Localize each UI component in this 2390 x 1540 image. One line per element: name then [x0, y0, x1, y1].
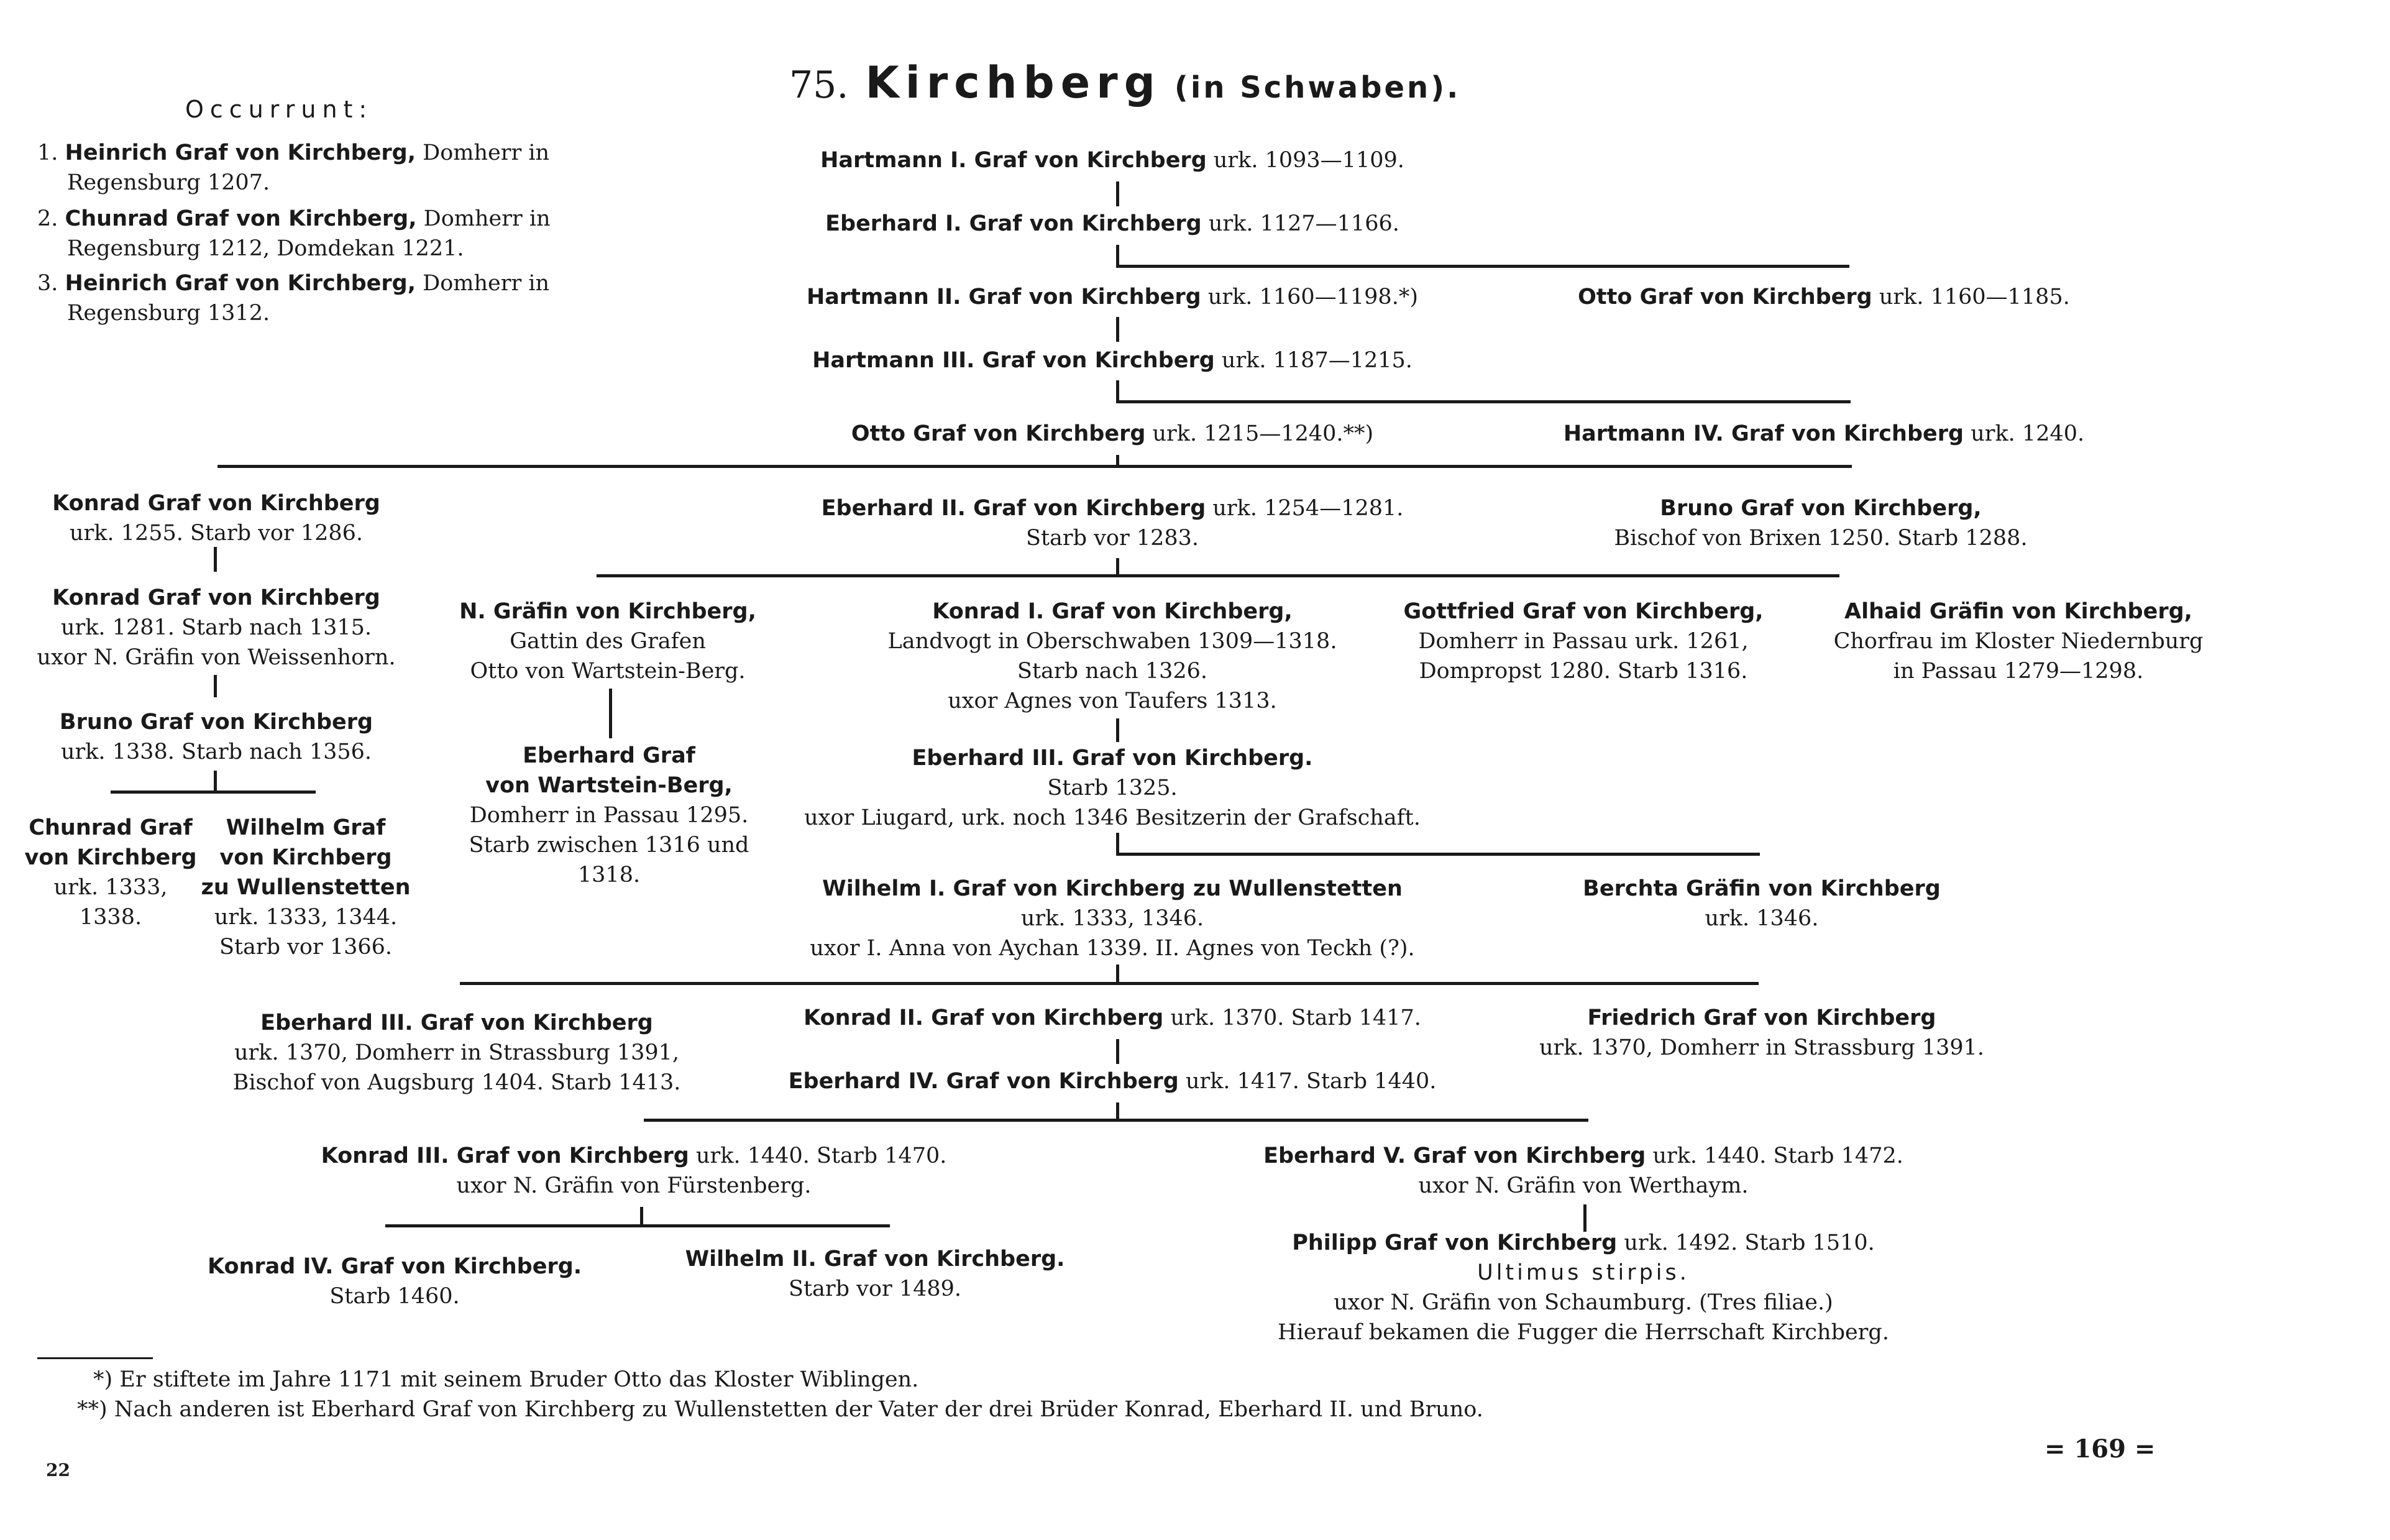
occurrunt-item	[37, 268, 549, 328]
person-name: Konrad II. Graf von Kirchberg	[804, 1006, 1164, 1030]
descent-line	[1116, 1039, 1119, 1064]
person-name: Eberhard Graf	[523, 743, 695, 768]
page-number: = 169 =	[2044, 1434, 2156, 1464]
person-info: Chorfrau im Kloster Niedernburg	[1833, 629, 2204, 654]
occurrunt-line2: Regensburg 1207.	[67, 170, 270, 195]
descent-line	[1116, 317, 1119, 342]
page-title	[789, 55, 1460, 111]
person-death: Starb 1460.	[329, 1284, 460, 1309]
person-name: Bruno Graf von Kirchberg	[59, 710, 373, 735]
person-otto-2	[851, 419, 1373, 449]
person-name: Otto Graf von Kirchberg	[851, 421, 1146, 446]
person-konrad-2	[804, 1003, 1421, 1033]
person-spouse: uxor N. Gräfin von Werthaym.	[1418, 1173, 1749, 1198]
person-name: Konrad Graf von Kirchberg	[52, 585, 380, 610]
person-info: Gattin des Grafen	[510, 629, 706, 654]
signature-mark: 22	[46, 1460, 70, 1480]
person-name: Konrad Graf von Kirchberg	[52, 491, 380, 516]
person-name: von Wartstein-Berg,	[485, 773, 733, 798]
sibling-line	[644, 1119, 1588, 1122]
sibling-line	[1116, 265, 1849, 268]
person-info: urk. 1338. Starb nach 1356.	[60, 740, 372, 764]
occurrunt-rest: Domherr in	[416, 271, 550, 296]
person-info: urk. 1417. Starb 1440.	[1178, 1069, 1437, 1094]
person-info: urk. 1440. Starb 1472.	[1646, 1144, 1903, 1168]
person-berchta	[1583, 874, 1941, 933]
descent-line	[1116, 181, 1119, 206]
person-info: urk. 1160—1185.	[1872, 285, 2070, 309]
person-death: Starb zwischen 1316 und	[469, 833, 749, 858]
person-name: Eberhard I. Graf von Kirchberg	[825, 211, 1202, 236]
descent-line	[214, 675, 217, 697]
person-death: 1318.	[577, 863, 641, 887]
person-bruno-2	[60, 707, 373, 767]
occurrunt-name: Heinrich Graf von Kirchberg,	[65, 271, 416, 296]
person-info: urk. 1160—1198.*)	[1201, 285, 1418, 309]
person-spouse: uxor N. Gräfin von Schaumburg. (Tres filiae.)	[1334, 1290, 1833, 1315]
person-info: Bischof von Augsburg 1404. Starb 1413.	[232, 1070, 681, 1095]
person-info: Landvogt in Oberschwaben 1309—1318.	[887, 629, 1337, 654]
descent-line	[609, 689, 612, 738]
person-death: Starb 1325.	[1047, 776, 1178, 800]
sibling-line	[217, 465, 1852, 468]
footnote	[93, 1365, 918, 1395]
person-friedrich	[1539, 1003, 1984, 1063]
occurrunt-heading: Occurrunt:	[185, 96, 373, 123]
person-info: urk. 1333, 1344.	[214, 905, 398, 930]
occurrunt-name: Chunrad Graf von Kirchberg,	[65, 206, 417, 231]
person-name: Eberhard V. Graf von Kirchberg	[1263, 1144, 1646, 1168]
person-death: Starb vor 1489.	[788, 1276, 962, 1301]
person-death: Starb nach 1326.	[1017, 659, 1208, 684]
occurrunt-num: 2.	[37, 206, 58, 231]
occurrunt-line2: Regensburg 1212, Domdekan 1221.	[67, 236, 464, 261]
footnote-mark: *)	[93, 1367, 113, 1392]
sibling-line	[1116, 853, 1760, 856]
person-konrad-3	[321, 1141, 947, 1201]
person-info: urk. 1215—1240.**)	[1145, 421, 1374, 446]
person-info: urk. 1240.	[1964, 421, 2085, 446]
person-info: urk. 1281. Starb nach 1315.	[60, 615, 372, 640]
person-name: Konrad III. Graf von Kirchberg	[321, 1144, 689, 1168]
person-info: urk. 1346.	[1705, 906, 1819, 931]
person-wilhelm-1	[810, 874, 1414, 963]
person-name: Wilhelm Graf	[226, 815, 386, 840]
person-name: zu Wullenstetten	[201, 875, 411, 900]
person-name: Otto Graf von Kirchberg	[1578, 285, 1872, 309]
person-n-graefin	[459, 597, 756, 686]
person-info: urk. 1333,	[53, 875, 168, 900]
occurrunt-item	[37, 138, 549, 198]
person-eberhard-1	[825, 209, 1399, 239]
person-konrad-b	[37, 583, 395, 672]
person-name: Wilhelm I. Graf von Kirchberg zu Wullenstetten	[822, 876, 1403, 901]
person-name: Hartmann III. Graf von Kirchberg	[812, 348, 1215, 373]
descent-line	[1116, 718, 1119, 742]
descent-line	[1116, 833, 1119, 855]
person-eberhard-3b	[233, 1008, 681, 1098]
descent-line	[214, 771, 217, 793]
person-otto-1	[1578, 282, 2070, 312]
person-name: Berchta Gräfin von Kirchberg	[1583, 876, 1941, 901]
person-info: urk. 1187—1215.	[1214, 348, 1412, 373]
person-name: Chunrad Graf	[29, 815, 193, 840]
person-hartmann-4	[1564, 419, 2084, 449]
person-name: von Kirchberg	[219, 845, 392, 870]
person-spouse: uxor N. Gräfin von Weissenhorn.	[37, 645, 396, 670]
person-gottfried	[1403, 597, 1763, 686]
descent-line	[1116, 965, 1119, 983]
person-info: urk. 1254—1281.	[1206, 496, 1404, 521]
person-name: Eberhard III. Graf von Kirchberg	[260, 1011, 653, 1035]
person-name: Philipp Graf von Kirchberg	[1292, 1231, 1618, 1255]
person-name: Hartmann IV. Graf von Kirchberg	[1563, 421, 1964, 446]
person-info: urk. 1370, Domherr in Strassburg 1391.	[1539, 1035, 1985, 1060]
person-spouse: uxor N. Gräfin von Fürstenberg.	[456, 1173, 812, 1198]
person-spouse: uxor Agnes von Taufers 1313.	[948, 689, 1277, 713]
person-info: urk. 1370, Domherr in Strassburg 1391,	[234, 1040, 680, 1065]
person-info: 1338.	[79, 905, 142, 930]
person-info: Domherr in Passau urk. 1261,	[1418, 629, 1749, 654]
title-subtitle: (in Schwaben).	[1174, 70, 1461, 105]
sibling-line	[385, 1224, 890, 1227]
person-note: Ultimus stirpis.	[1477, 1260, 1690, 1285]
person-info: urk. 1093—1109.	[1206, 148, 1404, 173]
sibling-line	[111, 791, 316, 794]
person-name: Konrad I. Graf von Kirchberg,	[932, 599, 1293, 624]
person-info: urk. 1255. Starb vor 1286.	[69, 521, 364, 546]
person-hartmann-3	[812, 346, 1412, 375]
person-eberhard-3a	[804, 743, 1421, 833]
person-name: Eberhard IV. Graf von Kirchberg	[788, 1069, 1179, 1094]
person-name: Wilhelm II. Graf von Kirchberg.	[685, 1247, 1065, 1272]
person-eberhard-5	[1263, 1141, 1903, 1201]
person-info: urk. 1440. Starb 1470.	[689, 1144, 947, 1168]
person-name: Hartmann II. Graf von Kirchberg	[807, 285, 1201, 309]
person-note: Hierauf bekamen die Fugger die Herrschaft Kirchberg.	[1278, 1320, 1889, 1345]
person-info: Bischof von Brixen 1250. Starb 1288.	[1614, 526, 2028, 551]
person-alhaid	[1834, 597, 2204, 686]
footnote-text: Nach anderen ist Eberhard Graf von Kirchberg zu Wullenstetten der Vater der drei Brüder Konrad, Eberhard II. und Bruno.	[107, 1397, 1483, 1422]
person-eberhard-2	[822, 493, 1404, 553]
person-info: Dompropst 1280. Starb 1316.	[1419, 659, 1748, 684]
person-konrad-a	[52, 488, 380, 548]
person-info: in Passau 1279—1298.	[1893, 659, 2144, 684]
person-spouse: uxor I. Anna von Aychan 1339. II. Agnes von Teckh (?).	[810, 936, 1415, 961]
person-eberhard-w	[469, 741, 749, 890]
person-info: Otto von Wartstein-Berg.	[470, 659, 746, 684]
occurrunt-line2: Regensburg 1312.	[67, 301, 270, 326]
title-name: Kirchberg	[865, 57, 1161, 108]
person-konrad-1	[888, 597, 1337, 716]
person-name: von Kirchberg	[24, 845, 197, 870]
person-philipp	[1278, 1228, 1889, 1347]
title-number: 75.	[789, 63, 849, 107]
person-hartmann-1	[820, 145, 1404, 175]
footnote-separator	[37, 1357, 153, 1359]
footnote	[77, 1395, 1483, 1424]
sibling-line	[597, 574, 1839, 577]
person-name: Friedrich Graf von Kirchberg	[1587, 1006, 1936, 1030]
person-name: Konrad IV. Graf von Kirchberg.	[207, 1254, 582, 1279]
person-name: Hartmann I. Graf von Kirchberg	[820, 148, 1207, 173]
occurrunt-num: 3.	[37, 271, 58, 296]
person-wilhelm-2	[685, 1244, 1065, 1304]
occurrunt-name: Heinrich Graf von Kirchberg,	[65, 140, 416, 165]
descent-line	[214, 547, 217, 572]
person-info: urk. 1492. Starb 1510.	[1617, 1231, 1875, 1255]
person-spouse: uxor Liugard, urk. noch 1346 Besitzerin der Grafschaft.	[804, 805, 1421, 830]
descent-line	[1116, 245, 1119, 267]
person-info: Domherr in Passau 1295.	[469, 803, 749, 828]
person-bruno-1	[1614, 493, 2027, 553]
person-name: Gottfried Graf von Kirchberg,	[1403, 599, 1764, 624]
person-name: Eberhard II. Graf von Kirchberg	[821, 496, 1206, 521]
person-eberhard-4	[789, 1066, 1437, 1096]
footnote-mark: **)	[77, 1397, 108, 1422]
descent-line	[1116, 380, 1119, 403]
person-info: urk. 1370. Starb 1417.	[1163, 1006, 1421, 1030]
person-hartmann-2	[807, 282, 1418, 312]
person-info: urk. 1127—1166.	[1201, 211, 1399, 236]
person-wilhelm-a	[201, 813, 410, 962]
person-info: urk. 1333, 1346.	[1020, 906, 1204, 931]
footnote-text: Er stiftete im Jahre 1171 mit seinem Bruder Otto das Kloster Wiblingen.	[112, 1367, 919, 1392]
person-death: Starb vor 1283.	[1025, 526, 1199, 551]
person-konrad-4	[208, 1252, 582, 1311]
sibling-line	[460, 982, 1759, 985]
person-name: Alhaid Gräfin von Kirchberg,	[1844, 599, 2192, 624]
person-chunrad	[24, 813, 196, 932]
person-death: Starb vor 1366.	[219, 935, 393, 960]
occurrunt-item	[37, 204, 551, 264]
occurrunt-rest: Domherr in	[416, 140, 550, 165]
sibling-line	[1116, 400, 1851, 403]
person-name: N. Gräfin von Kirchberg,	[459, 599, 756, 624]
occurrunt-num: 1.	[37, 140, 58, 165]
person-name: Bruno Graf von Kirchberg,	[1660, 496, 1982, 521]
person-name: Eberhard III. Graf von Kirchberg.	[912, 746, 1313, 771]
occurrunt-rest: Domherr in	[416, 206, 551, 231]
